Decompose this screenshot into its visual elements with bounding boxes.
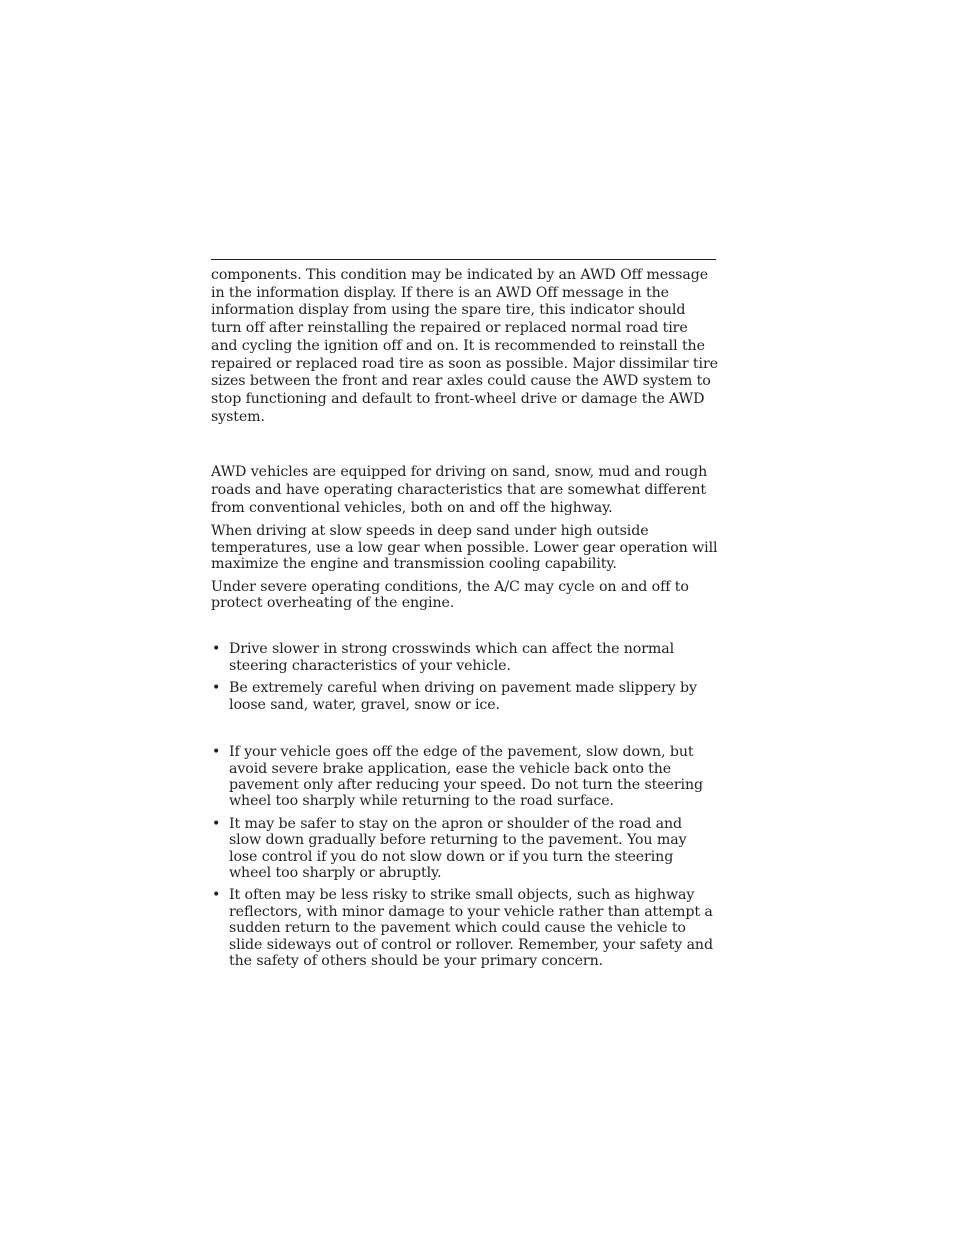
bullet-icon: •: [212, 680, 221, 697]
list-item-text: Drive slower in strong crosswinds which can affect the normal steering characteristics of your vehicle.: [229, 641, 675, 674]
list-item: [211, 816, 718, 882]
bullet-icon: •: [212, 815, 221, 832]
list-item: [211, 744, 718, 810]
list-item-text: If your vehicle goes off the edge of the pavement, slow down, but avoid severe brake application, ease the vehicle back onto the pavement only after reducing your speed. Do not turn the steering wheel too sharply while returning to the road surface.: [229, 744, 703, 810]
list-item: [211, 680, 718, 713]
driving-paragraph-2: When driving at slow speeds in deep sand under high outside temperatures, use a low gear when possible. Lower gear operation will maximize the engine and transmission cooling capability.: [211, 523, 718, 573]
driving-paragraph-3: Under severe operating conditions, the A/C may cycle on and off to protect overheating of the engine.: [211, 578, 689, 612]
bullet-list-1: [211, 641, 718, 713]
bullet-icon: •: [212, 744, 221, 761]
driving-paragraph-1: AWD vehicles are equipped for driving on sand, snow, mud and rough roads and have operating characteristics that are somewhat different from conventional vehicles, both on and off the highway.: [211, 464, 708, 516]
list-item-text: Be extremely careful when driving on pavement made slippery by loose sand, water, gravel, snow or ice.: [229, 680, 697, 713]
list-item-text: It may be safer to stay on the apron or shoulder of the road and slow down gradually before returning to the pavement. You may lose control if you do not slow down or if you turn the steering wheel too sharply or abruptly.: [229, 815, 687, 881]
bullet-icon: •: [212, 887, 221, 904]
bullet-list-2: [211, 744, 718, 969]
bullet-icon: •: [212, 641, 221, 658]
list-item: [211, 887, 718, 969]
continued-paragraph: components. This condition may be indicated by an AWD Off message in the information display. If there is an AWD Off message in the information display from using the spare tire, this indicator should turn off after reinstalling the repaired or replaced normal road tire and cycling the ignition off and on. It is recommended to reinstall the repaired or replaced road tire as soon as possible. Major dissimilar tire sizes between the front and rear axles could cause the AWD system to stop functioning and default to front-wheel drive or damage the AWD system.: [211, 267, 718, 425]
page-content: [211, 267, 718, 969]
header-rule: [211, 259, 716, 260]
list-item-text: It often may be less risky to strike small objects, such as highway reflectors, with minor damage to your vehicle rather than attempt a sudden return to the pavement which could cause the vehicle to slide sideways out of control or rollover. Remember, your safety and the safety of others should be your primary concern.: [229, 887, 713, 969]
driving-section: [211, 464, 718, 611]
list-item: [211, 641, 718, 674]
